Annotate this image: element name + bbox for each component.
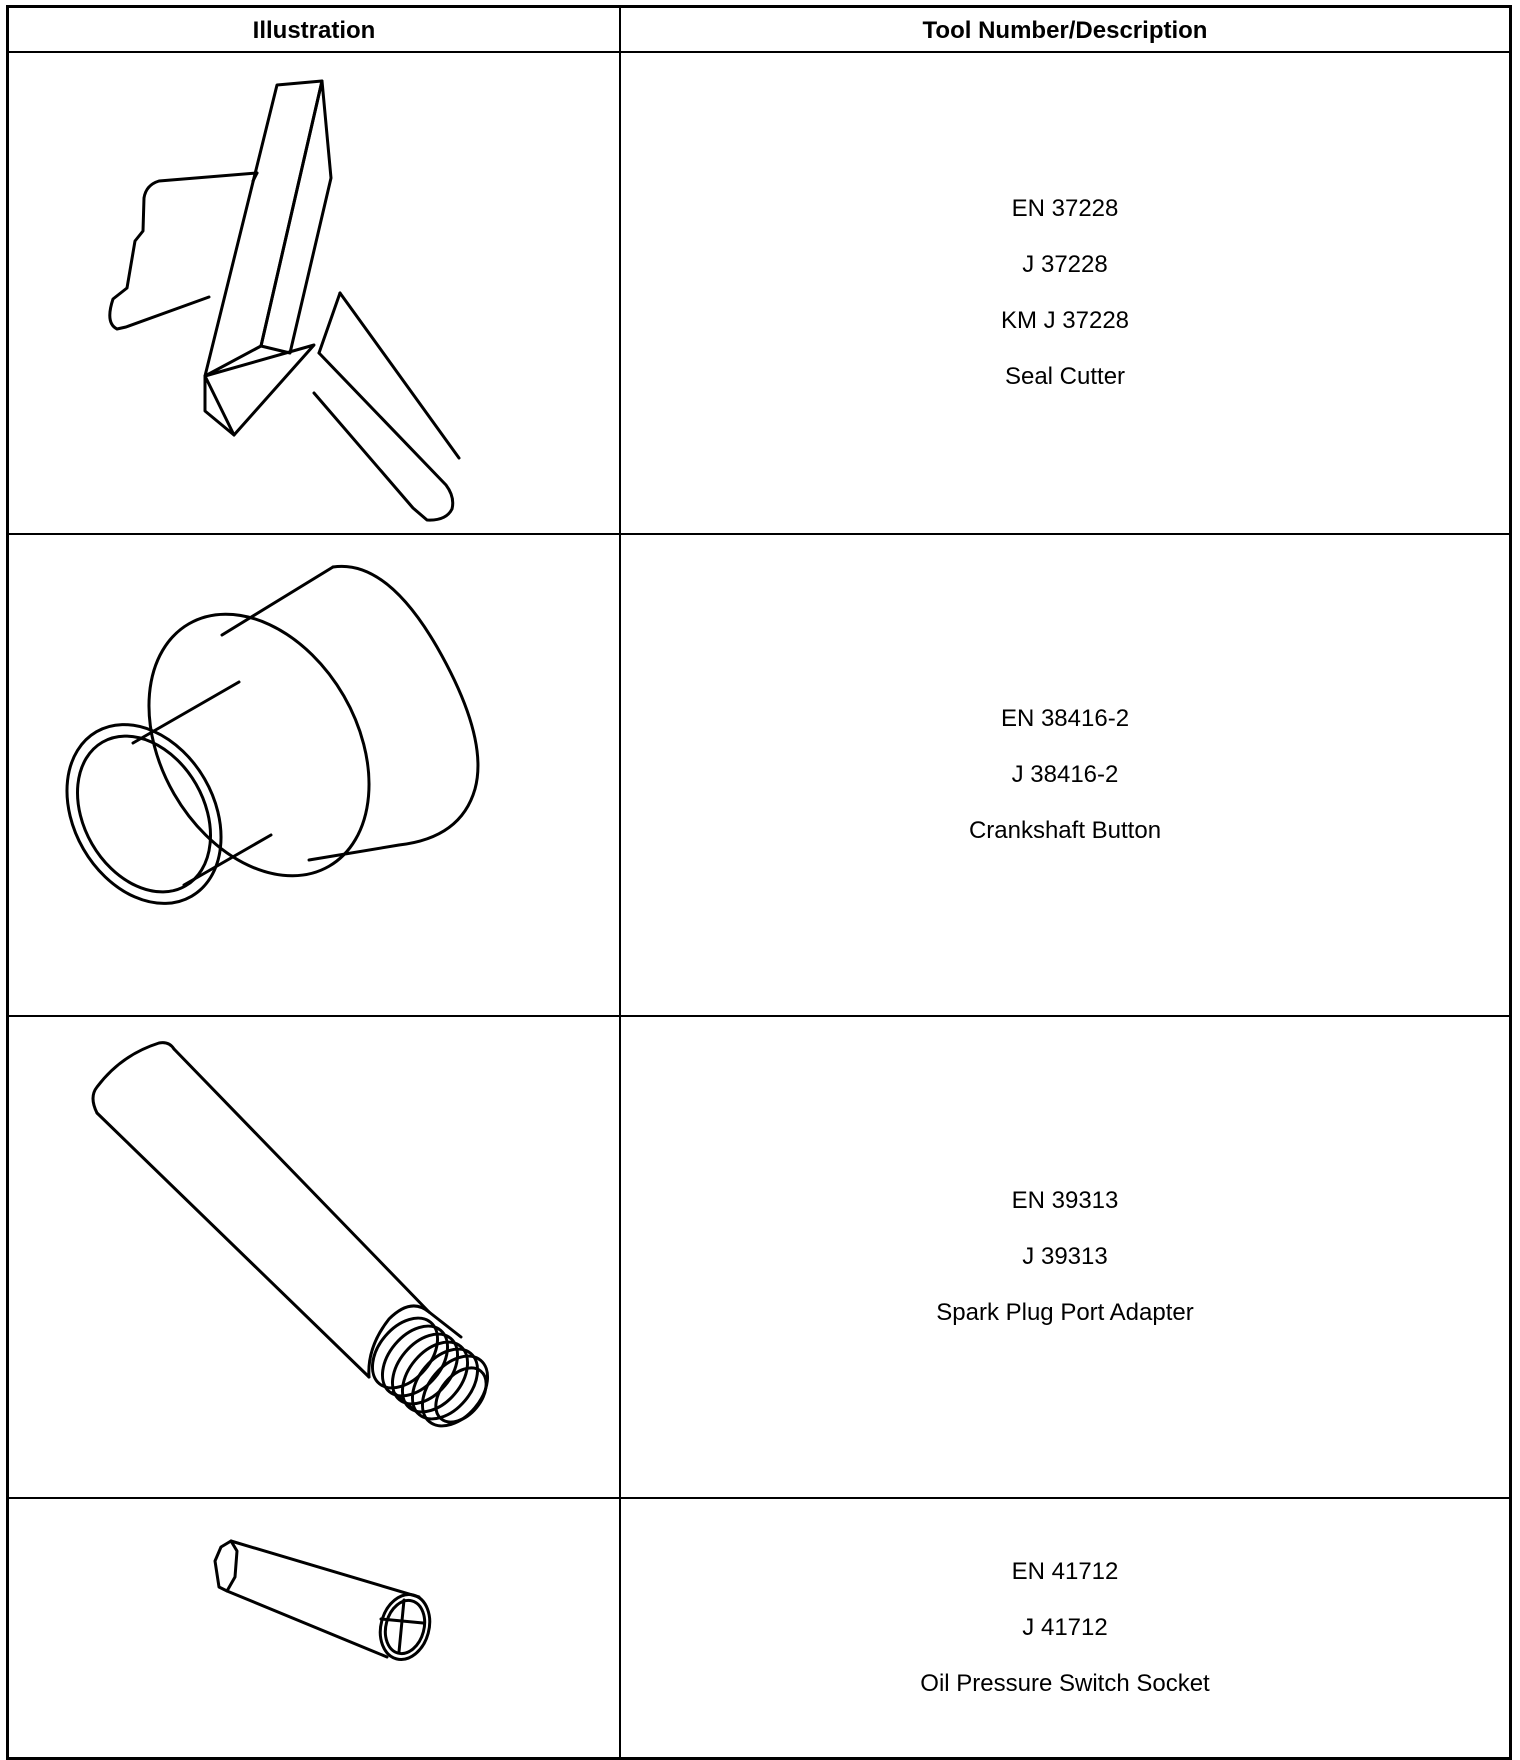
oil-pressure-switch-socket-illustration [9,1499,619,1757]
table-row [9,53,1509,535]
seal-cutter-illustration [9,53,619,533]
tool-number-en: EN 38416-2 [1000,705,1130,732]
header-illustration: Illustration [252,16,376,44]
spark-plug-port-adapter-illustration [9,1017,619,1497]
table-row [9,1017,1509,1499]
tool-number-j: J 41712 [1022,1614,1108,1641]
header-tool-description: Tool Number/Description [922,16,1208,44]
tool-name: Spark Plug Port Adapter [936,1299,1194,1326]
tool-number-j: J 39313 [1022,1243,1108,1270]
tool-number-j: J 38416-2 [1011,761,1119,788]
tool-number-km: KM J 37228 [1000,307,1130,334]
crankshaft-button-description [621,535,1509,1015]
tool-name: Oil Pressure Switch Socket [920,1670,1210,1697]
tools-table [6,5,1512,1760]
crankshaft-button-illustration [9,535,619,1015]
spark-plug-port-adapter-icon [9,1017,619,1497]
tool-number-en: EN 39313 [1011,1187,1119,1214]
table-row [9,1499,1509,1757]
oil-pressure-switch-socket-description [621,1499,1509,1757]
tool-number-en: EN 37228 [1011,195,1119,222]
seal-cutter-icon [9,53,619,533]
spark-plug-port-adapter-description [621,1017,1509,1497]
tool-name: Crankshaft Button [968,817,1162,844]
crankshaft-button-icon [9,535,619,1015]
tool-name: Seal Cutter [1004,363,1126,390]
table-header-row [9,8,1509,53]
table-row [9,535,1509,1017]
seal-cutter-description [621,53,1509,533]
tool-number-en: EN 41712 [1011,1558,1119,1585]
oil-pressure-switch-socket-icon [9,1499,619,1757]
tool-number-j: J 37228 [1022,251,1108,278]
